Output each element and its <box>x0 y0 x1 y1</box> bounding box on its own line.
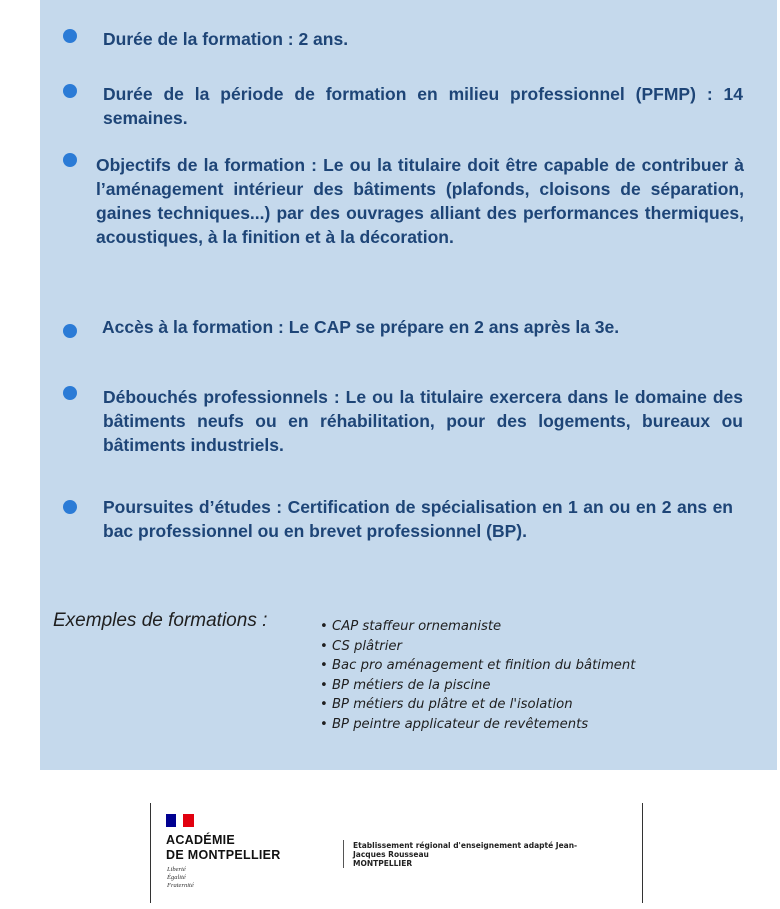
bullet-dot-icon <box>63 324 77 338</box>
examples-list-item: • CAP staffeur ornemaniste <box>320 619 502 634</box>
examples-list-item: • BP peintre applicateur de revêtements <box>320 716 589 732</box>
logo-divider <box>343 840 344 868</box>
info-item-text: Débouchés professionnels : Le ou la titulaire exercera dans le domaine des bâtiments neufs ou en réhabilitation, pour des logements, bureaux ou bâtiments industriels. <box>103 387 743 455</box>
republic-motto: Liberté Égalité Fraternité <box>167 866 194 889</box>
bullet-dot-icon <box>63 386 77 400</box>
info-item-text: Accès à la formation : Le CAP se prépare en 2 ans après la 3e. <box>102 317 620 337</box>
examples-list-item: • CS plâtrier <box>320 638 402 654</box>
info-item-text: Objectifs de la formation : Le ou la titulaire doit être capable de contribuer à l’aménagement intérieur des bâtiments (plafonds, cloisons de séparation, gaines techniques...) par des ouvrages alliant des performances thermiques, acoustiques, à la finition et à la décoration. <box>96 155 744 247</box>
examples-list-item: • Bac pro aménagement et finition du bâtiment <box>320 658 636 673</box>
academy-logo-text: ACADÉMIE DE MONTPELLIER <box>166 833 281 862</box>
info-item-text: Durée de la formation : 2 ans. <box>103 29 349 49</box>
bullet-dot-icon <box>63 84 77 98</box>
footer-left-divider <box>150 803 151 903</box>
french-flag-icon <box>166 814 194 827</box>
examples-label: Exemples de formations : <box>53 610 268 631</box>
info-item-text: Durée de la période de formation en milieu professionnel (PFMP) : 14 semaines. <box>103 84 743 128</box>
bullet-dot-icon <box>63 500 77 514</box>
examples-list <box>320 617 635 734</box>
bullet-dot-icon <box>63 153 77 167</box>
bullet-dot-icon <box>63 29 77 43</box>
examples-list-item: • BP métiers de la piscine <box>320 677 491 693</box>
examples-list-item: • BP métiers du plâtre et de l'isolation <box>320 697 573 712</box>
info-item-text: Poursuites d’études : Certification de spécialisation en 1 an ou en 2 ans en bac professionnel ou en brevet professionnel (BP). <box>103 497 733 541</box>
establishment-name: Etablissement régional d'enseignement adapté Jean- Jacques Rousseau MONTPELLIER <box>353 841 578 868</box>
